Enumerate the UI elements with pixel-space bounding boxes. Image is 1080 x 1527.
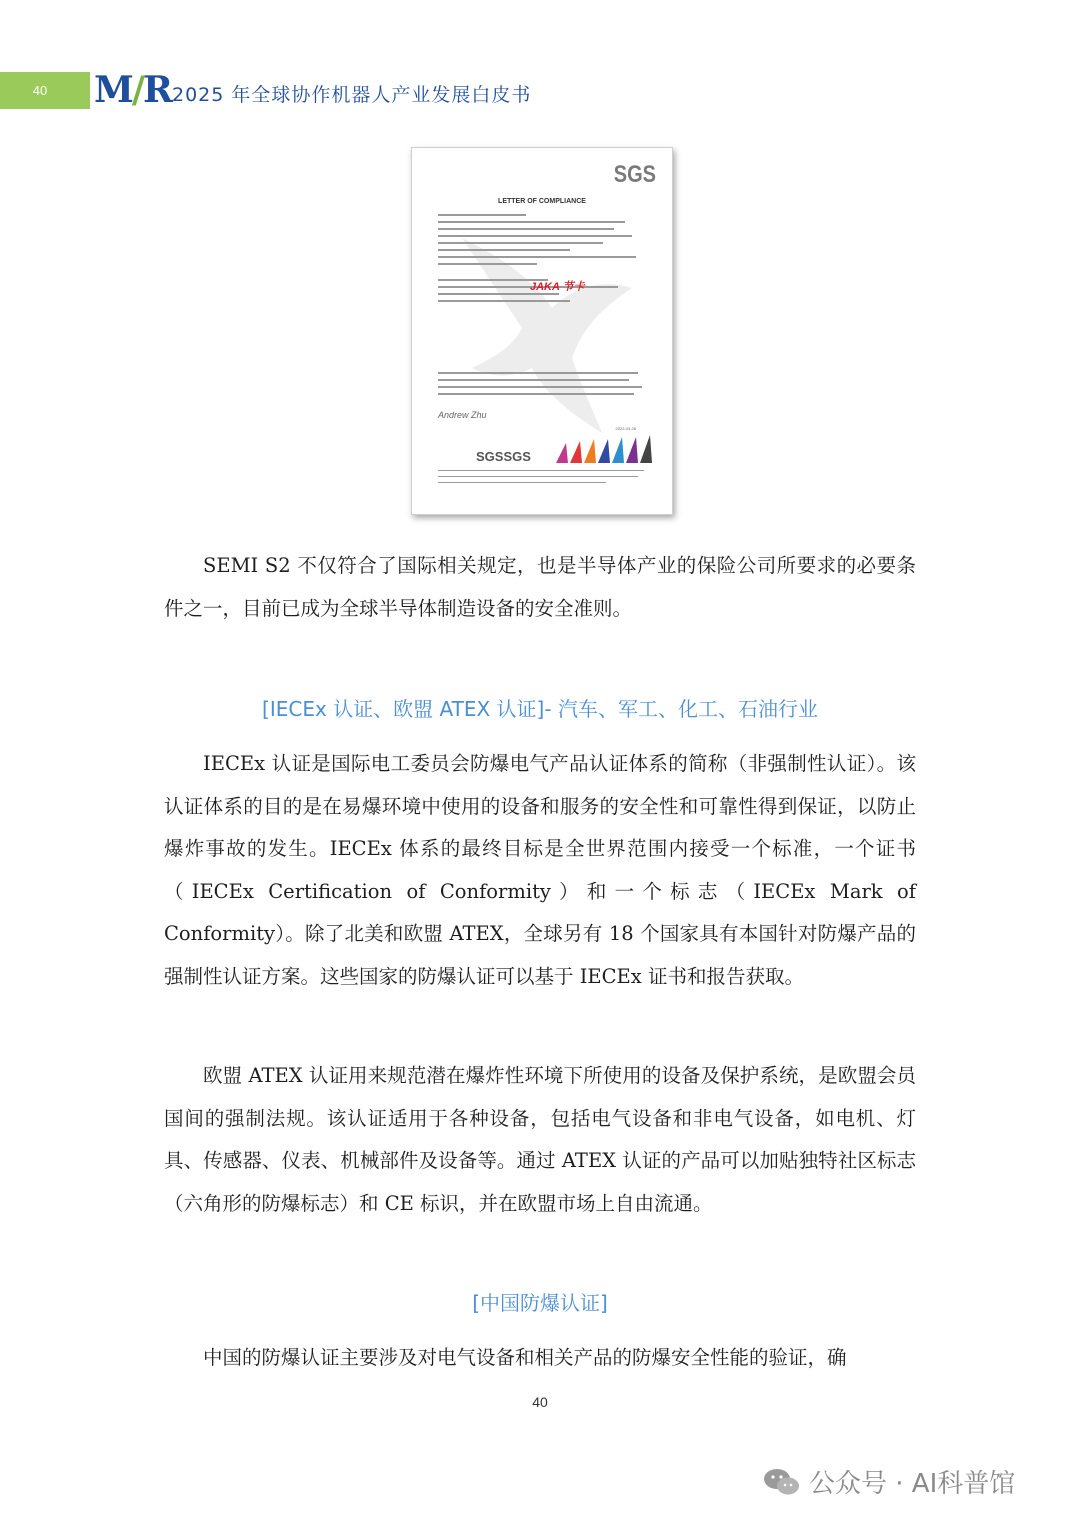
paragraph-atex: 欧盟 ATEX 认证用来规范潜在爆炸性环境下所使用的设备及保护系统，是欧盟会员国间的强制法规。该认证适用于各种设备，包括电气设备和非电气设备，如电机、灯具、传感器、仪表、机械部件及设备等。通过 ATEX 认证的产品可以加贴独特社区标志（六角形的防爆标志）和 CE 标识，并在欧盟市场上自由流通。 <box>164 1064 916 1215</box>
svg-text:SGSSGS: SGSSGS <box>476 449 531 464</box>
wechat-watermark <box>763 1463 1015 1500</box>
jaka-trade-mark: JAKA 节卡 <box>530 281 585 293</box>
section-heading-iecex: [IECEx 认证、欧盟 ATEX 认证]- 汽车、军工、化工、石油行业 <box>262 697 818 721</box>
page-tab: 40 <box>0 72 90 109</box>
sgs-logos-strip-icon <box>476 433 666 473</box>
signature: Andrew Zhu <box>438 410 487 420</box>
sgs-logo: SGS <box>613 161 656 189</box>
section-heading-china: [中国防爆认证] <box>472 1291 608 1315</box>
certificate-footer <box>438 470 648 488</box>
header-title: 2025 年全球协作机器人产业发展白皮书 <box>172 84 532 106</box>
certificate-statement <box>438 372 646 400</box>
certificate-date: 2022-03-28 <box>615 426 636 431</box>
certificate-heading: LETTER OF COMPLIANCE <box>498 198 586 205</box>
watermark-text: 公众号 · AI科普馆 <box>809 1469 1016 1499</box>
certificate-image <box>411 147 673 515</box>
paragraph-china: 中国的防爆认证主要涉及对电气设备和相关产品的防爆安全性能的验证，确 <box>203 1346 847 1369</box>
mir-logo: M/R <box>94 69 171 111</box>
paragraph-iecex: IECEx 认证是国际电工委员会防爆电气产品认证体系的简称（非强制性认证）。该认证体系的目的是在易爆环境中使用的设备和服务的安全性和可靠性得到保证，以防止爆炸事故的发生。IECEx 体系的最终目标是全世界范围内接受一个标准，一个证书（IECEx Certification of Conformity）和一个标志（IECEx Mark of Conformity）。除了北美和欧盟 ATEX，全球另有 18 个国家具有本国针对防爆产品的强制性认证方案。这些国家的防爆认证可以基于 IECEx 证书和报告获取。 <box>164 752 916 988</box>
page-number: 40 <box>532 1394 548 1410</box>
paragraph-semi-s2: SEMI S2 不仅符合了国际相关规定，也是半导体产业的保险公司所要求的必要条件之一，目前已成为全球半导体制造设备的安全准则。 <box>164 554 916 620</box>
wechat-icon <box>763 1466 801 1498</box>
